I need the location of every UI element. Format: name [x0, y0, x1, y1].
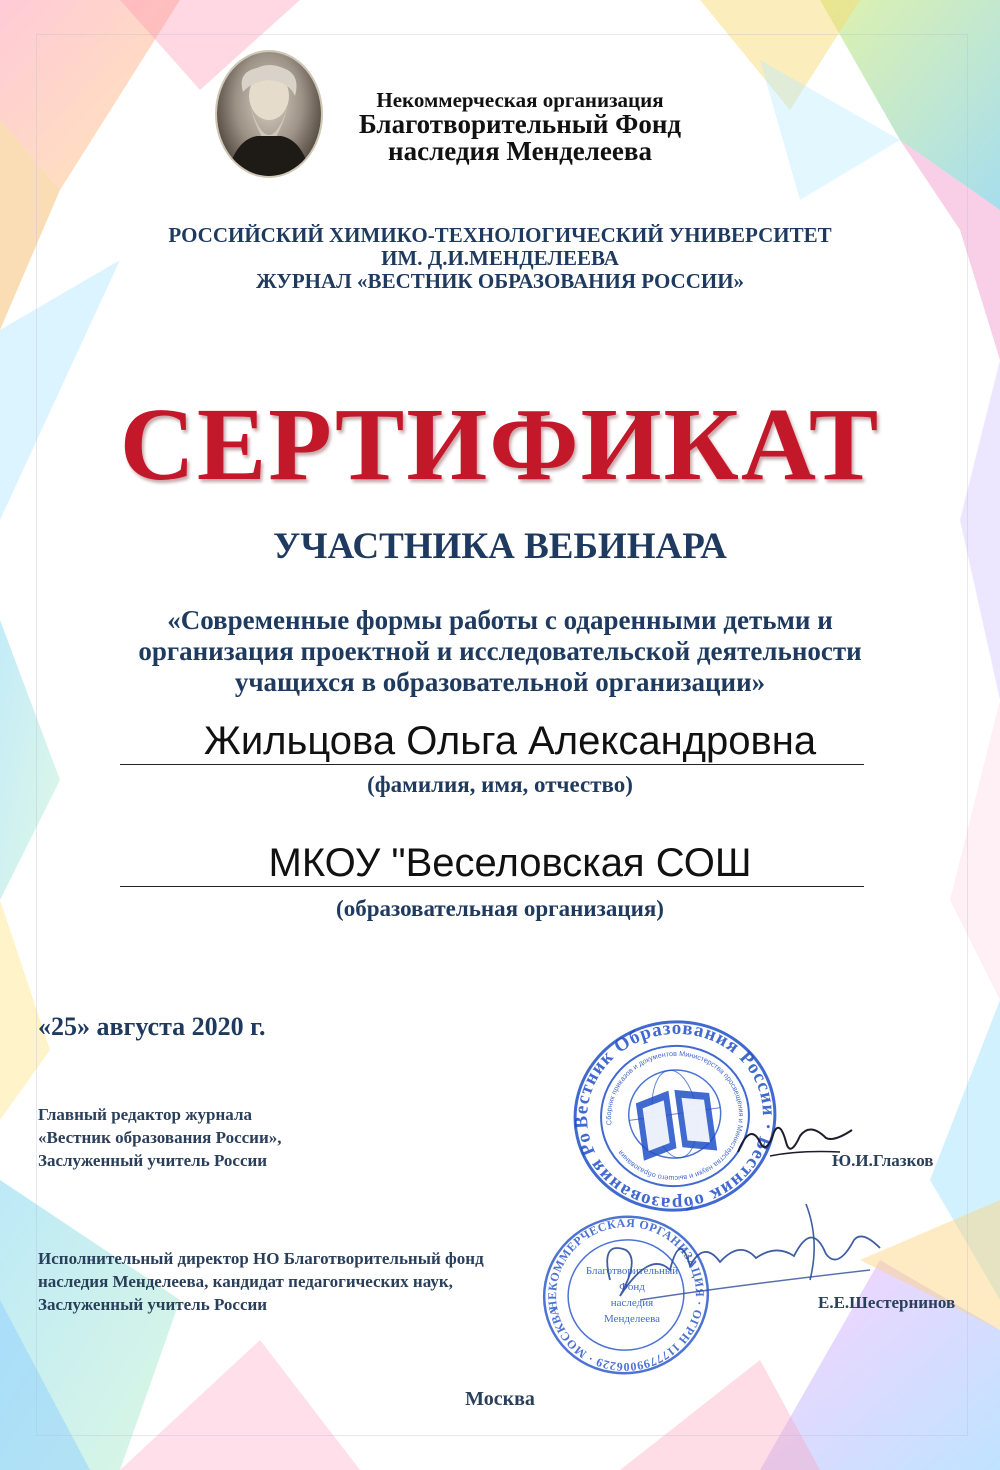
city: Москва — [465, 1388, 535, 1410]
webinar-topic-line3: учащихся в образовательной организации» — [234, 667, 766, 697]
portrait-figure-icon — [217, 52, 321, 176]
certificate-subtitle: УЧАСТНИКА ВЕБИНАРА — [273, 526, 727, 567]
webinar-topic-line1: «Современные формы работы с одаренными детьми и — [167, 605, 833, 635]
foundation-type: Некоммерческая организация — [376, 88, 664, 112]
journal-name: ЖУРНАЛ «ВЕСТНИК ОБРАЗОВАНИЯ РОССИИ» — [255, 269, 745, 293]
organization-caption: (образовательная организация) — [336, 896, 664, 921]
university-name: РОССИЙСКИЙ ХИМИКО-ТЕХНОЛОГИЧЕСКИЙ УНИВЕРСИТЕТ — [168, 223, 832, 247]
foundation-stamp-line3: наследия — [610, 1297, 654, 1309]
signature2 — [580, 1200, 900, 1320]
certificate-date: «25» августа 2020 г. — [38, 1012, 266, 1041]
signatory2-name: Е.Е.Шестернинов — [818, 1293, 956, 1312]
foundation-stamp-outer-text: НЕКОММЕРЧЕСКАЯ ОРГАНИЗАЦИЯ · ОГРН 1177799006229 · МОСКВА — [545, 1215, 707, 1375]
signature1 — [730, 1112, 860, 1172]
signatory2-title-line1: Исполнительный директор НО Благотворительный фонд — [38, 1249, 484, 1268]
signatory1-title-line1: Главный редактор журнала — [38, 1105, 252, 1124]
signatory2-title-line2: наследия Менделеева, кандидат педагогических наук, — [38, 1272, 453, 1291]
participant-name-underline — [120, 764, 864, 765]
signatory1-title-line2: «Вестник образования России», — [38, 1128, 282, 1147]
foundation-stamp-line4: Менделеева — [603, 1313, 661, 1325]
participant-name: Жильцова Ольга Александровна — [203, 719, 817, 763]
organization-underline — [120, 886, 864, 887]
university-named-after: ИМ. Д.И.МЕНДЕЛЕЕВА — [381, 246, 619, 270]
certificate-title: СЕРТИФИКАТ — [119, 387, 881, 502]
signatory1-name: Ю.И.Глазков — [832, 1151, 934, 1170]
foundation-stamp-line2: Фонд — [619, 1281, 645, 1293]
webinar-topic-line2: организация проектной и исследовательской деятельности — [138, 636, 862, 666]
journal-stamp-inner-text: Сборник приказов и документов Министерства просвещения и Министерства науки и высшего образования — [604, 1048, 746, 1184]
journal-stamp-outer-text: Вестник Образования России · Вестник образования России — [570, 1017, 780, 1215]
foundation-stamp-line1: Благотворительный — [585, 1265, 679, 1277]
foundation-heritage: наследия Менделеева — [388, 136, 652, 166]
mendeleev-portrait — [217, 52, 321, 176]
signatory1-title-line3: Заслуженный учитель России — [38, 1151, 268, 1170]
participant-organization: МКОУ "Веселовская СОШ — [268, 841, 752, 885]
foundation-name: Благотворительный Фонд — [358, 109, 682, 139]
participant-name-caption: (фамилия, имя, отчество) — [367, 772, 633, 797]
signatory2-title-line3: Заслуженный учитель России — [38, 1295, 268, 1314]
